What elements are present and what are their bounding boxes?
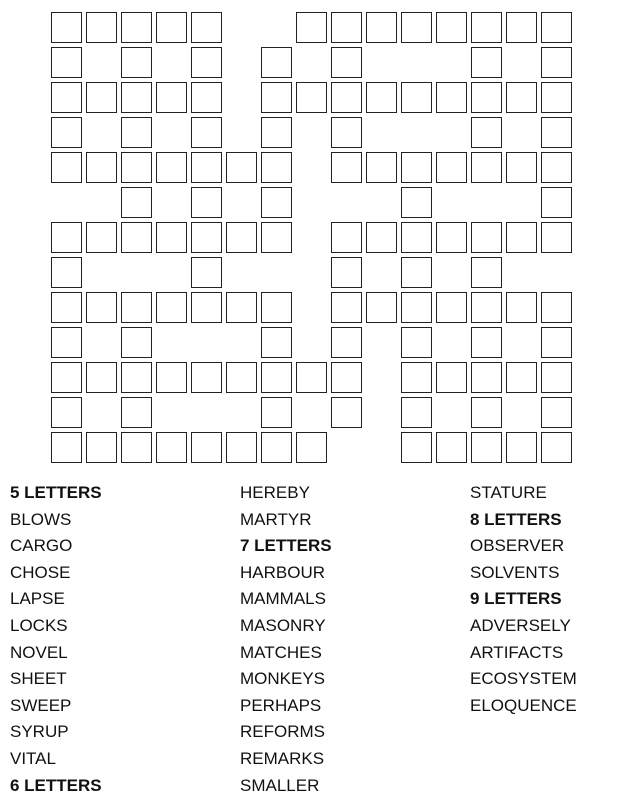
word-entry: ELOQUENCE bbox=[470, 695, 577, 715]
grid-cell[interactable] bbox=[366, 152, 397, 183]
grid-cell[interactable] bbox=[331, 117, 362, 148]
grid-cell[interactable] bbox=[471, 47, 502, 78]
grid-cell[interactable] bbox=[401, 432, 432, 463]
grid-cell[interactable] bbox=[436, 152, 467, 183]
grid-cell[interactable] bbox=[121, 397, 152, 428]
grid-cell[interactable] bbox=[191, 222, 222, 253]
grid-cell[interactable] bbox=[506, 222, 537, 253]
grid-cell[interactable] bbox=[506, 432, 537, 463]
grid-cell[interactable] bbox=[191, 152, 222, 183]
word-entry: MASONRY bbox=[240, 615, 326, 635]
grid-cell[interactable] bbox=[156, 82, 187, 113]
grid-cell[interactable] bbox=[331, 82, 362, 113]
grid-cell[interactable] bbox=[191, 47, 222, 78]
grid-cell[interactable] bbox=[51, 222, 82, 253]
word-entry: CARGO bbox=[10, 536, 73, 556]
grid-cell[interactable] bbox=[156, 222, 187, 253]
grid-cell[interactable] bbox=[541, 12, 572, 43]
grid-cell[interactable] bbox=[541, 362, 572, 393]
grid-cell[interactable] bbox=[86, 152, 117, 183]
grid-cell[interactable] bbox=[401, 257, 432, 288]
grid-cell[interactable] bbox=[541, 152, 572, 183]
word-entry: STATURE bbox=[470, 483, 547, 502]
grid-cell[interactable] bbox=[331, 12, 362, 43]
word-entry: MARTYR bbox=[240, 509, 312, 529]
grid-cell[interactable] bbox=[226, 152, 257, 183]
grid-cell[interactable] bbox=[156, 292, 187, 323]
grid-cell[interactable] bbox=[261, 362, 292, 393]
grid-cell[interactable] bbox=[401, 327, 432, 358]
grid-cell[interactable] bbox=[51, 292, 82, 323]
grid-cell[interactable] bbox=[331, 47, 362, 78]
grid-cell[interactable] bbox=[471, 432, 502, 463]
word-entry: SWEEP bbox=[10, 695, 72, 715]
grid-cell[interactable] bbox=[51, 327, 82, 358]
grid-cell[interactable] bbox=[471, 397, 502, 428]
grid-cell[interactable] bbox=[226, 292, 257, 323]
grid-cell[interactable] bbox=[401, 397, 432, 428]
grid-cell[interactable] bbox=[366, 82, 397, 113]
grid-cell[interactable] bbox=[436, 12, 467, 43]
grid-cell[interactable] bbox=[471, 12, 502, 43]
length-heading: 8 LETTERS bbox=[470, 509, 562, 529]
word-entry: HARBOUR bbox=[240, 562, 326, 582]
grid-cell[interactable] bbox=[296, 432, 327, 463]
word-entry: ARTIFACTS bbox=[470, 642, 564, 662]
word-column-2 bbox=[240, 480, 332, 799]
grid-cell[interactable] bbox=[331, 152, 362, 183]
grid-cell[interactable] bbox=[401, 292, 432, 323]
grid-cell[interactable] bbox=[261, 222, 292, 253]
grid-cell[interactable] bbox=[51, 117, 82, 148]
grid-cell[interactable] bbox=[51, 257, 82, 288]
length-heading: 5 LETTERS bbox=[10, 483, 102, 502]
grid-cell[interactable] bbox=[541, 82, 572, 113]
grid-cell[interactable] bbox=[401, 222, 432, 253]
grid-cell[interactable] bbox=[261, 152, 292, 183]
grid-cell[interactable] bbox=[261, 327, 292, 358]
word-entry: HEREBY bbox=[240, 483, 310, 502]
grid-cell[interactable] bbox=[471, 362, 502, 393]
word-entry: MAMMALS bbox=[240, 589, 326, 609]
grid-cell[interactable] bbox=[51, 12, 82, 43]
grid-cell[interactable] bbox=[261, 187, 292, 218]
grid-cell[interactable] bbox=[121, 152, 152, 183]
word-entry: SHEET bbox=[10, 669, 67, 689]
grid-cell[interactable] bbox=[471, 222, 502, 253]
word-entry: PERHAPS bbox=[240, 695, 322, 715]
grid-cell[interactable] bbox=[51, 47, 82, 78]
grid-cell[interactable] bbox=[366, 292, 397, 323]
word-list bbox=[0, 480, 622, 812]
grid-cell[interactable] bbox=[506, 82, 537, 113]
grid-cell[interactable] bbox=[471, 292, 502, 323]
word-entry: REMARKS bbox=[240, 748, 325, 768]
grid-cell[interactable] bbox=[436, 292, 467, 323]
grid-cell[interactable] bbox=[331, 222, 362, 253]
grid-cell[interactable] bbox=[156, 432, 187, 463]
word-entry: SYRUP bbox=[10, 722, 69, 742]
grid-cell[interactable] bbox=[51, 397, 82, 428]
grid-cell[interactable] bbox=[471, 82, 502, 113]
grid-cell[interactable] bbox=[541, 327, 572, 358]
grid-cell[interactable] bbox=[121, 222, 152, 253]
grid-cell[interactable] bbox=[226, 362, 257, 393]
grid-cell[interactable] bbox=[471, 152, 502, 183]
word-entry: LOCKS bbox=[10, 615, 68, 635]
grid-cell[interactable] bbox=[541, 432, 572, 463]
grid-cell[interactable] bbox=[541, 292, 572, 323]
grid-cell[interactable] bbox=[226, 432, 257, 463]
grid-cell[interactable] bbox=[436, 362, 467, 393]
grid-cell[interactable] bbox=[86, 432, 117, 463]
word-entry: ECOSYSTEM bbox=[470, 669, 577, 689]
word-entry: REFORMS bbox=[240, 722, 325, 742]
grid-cell[interactable] bbox=[366, 222, 397, 253]
grid-cell[interactable] bbox=[506, 362, 537, 393]
word-entry: ADVERSELY bbox=[470, 615, 571, 635]
grid-cell[interactable] bbox=[121, 187, 152, 218]
grid-cell[interactable] bbox=[191, 12, 222, 43]
word-column-1 bbox=[10, 480, 102, 799]
grid-cell[interactable] bbox=[331, 292, 362, 323]
grid-cell[interactable] bbox=[121, 432, 152, 463]
grid-cell[interactable] bbox=[51, 432, 82, 463]
word-entry: MATCHES bbox=[240, 642, 322, 662]
grid-cell[interactable] bbox=[471, 327, 502, 358]
grid-cell[interactable] bbox=[506, 152, 537, 183]
grid-cell[interactable] bbox=[261, 47, 292, 78]
length-heading: 7 LETTERS bbox=[240, 536, 332, 556]
grid-cell[interactable] bbox=[401, 152, 432, 183]
grid-cell[interactable] bbox=[261, 292, 292, 323]
grid-cell[interactable] bbox=[261, 117, 292, 148]
grid-cell[interactable] bbox=[331, 362, 362, 393]
word-entry: SMALLER bbox=[240, 775, 320, 795]
word-entry: OBSERVER bbox=[470, 536, 565, 556]
word-entry: VITAL bbox=[10, 748, 56, 768]
word-column-3 bbox=[470, 480, 577, 719]
grid-cell[interactable] bbox=[86, 292, 117, 323]
grid-cell[interactable] bbox=[296, 362, 327, 393]
grid-cell[interactable] bbox=[191, 187, 222, 218]
grid-cell[interactable] bbox=[541, 222, 572, 253]
word-entry: SOLVENTS bbox=[470, 562, 560, 582]
grid-cell[interactable] bbox=[191, 257, 222, 288]
grid-cell[interactable] bbox=[121, 117, 152, 148]
word-entry: BLOWS bbox=[10, 509, 72, 529]
grid-cell[interactable] bbox=[331, 397, 362, 428]
grid-cell[interactable] bbox=[121, 82, 152, 113]
grid-cell[interactable] bbox=[191, 432, 222, 463]
grid-cell[interactable] bbox=[261, 397, 292, 428]
grid-cell[interactable] bbox=[436, 82, 467, 113]
word-entry: NOVEL bbox=[10, 642, 68, 662]
grid-cell[interactable] bbox=[86, 12, 117, 43]
grid-cell[interactable] bbox=[261, 82, 292, 113]
grid-cell[interactable] bbox=[331, 257, 362, 288]
grid-cell[interactable] bbox=[401, 362, 432, 393]
grid-cell[interactable] bbox=[541, 117, 572, 148]
grid-cell[interactable] bbox=[121, 362, 152, 393]
grid-cell[interactable] bbox=[121, 327, 152, 358]
word-entry: LAPSE bbox=[10, 589, 65, 609]
grid-cell[interactable] bbox=[506, 292, 537, 323]
grid-cell[interactable] bbox=[51, 152, 82, 183]
grid-cell[interactable] bbox=[296, 82, 327, 113]
grid-cell[interactable] bbox=[51, 362, 82, 393]
grid-cell[interactable] bbox=[436, 222, 467, 253]
word-entry: MONKEYS bbox=[240, 669, 326, 689]
word-entry: CHOSE bbox=[10, 562, 71, 582]
grid-cell[interactable] bbox=[121, 47, 152, 78]
grid-cell[interactable] bbox=[86, 362, 117, 393]
grid-cell[interactable] bbox=[191, 362, 222, 393]
grid-cell[interactable] bbox=[541, 47, 572, 78]
grid-cell[interactable] bbox=[191, 117, 222, 148]
grid-cell[interactable] bbox=[506, 12, 537, 43]
grid-cell[interactable] bbox=[156, 152, 187, 183]
grid-cell[interactable] bbox=[261, 432, 292, 463]
grid-cell[interactable] bbox=[121, 292, 152, 323]
grid-cell[interactable] bbox=[471, 117, 502, 148]
grid-cell[interactable] bbox=[191, 82, 222, 113]
grid-cell[interactable] bbox=[541, 397, 572, 428]
grid-cell[interactable] bbox=[471, 257, 502, 288]
grid-cell[interactable] bbox=[331, 327, 362, 358]
length-heading: 9 LETTERS bbox=[470, 589, 562, 609]
grid-cell[interactable] bbox=[541, 187, 572, 218]
grid-cell[interactable] bbox=[51, 82, 82, 113]
grid-cell[interactable] bbox=[226, 222, 257, 253]
grid-cell[interactable] bbox=[296, 12, 327, 43]
grid-cell[interactable] bbox=[366, 12, 397, 43]
grid-cell[interactable] bbox=[156, 12, 187, 43]
grid-cell[interactable] bbox=[191, 292, 222, 323]
grid-cell[interactable] bbox=[401, 187, 432, 218]
grid-cell[interactable] bbox=[86, 222, 117, 253]
grid-cell[interactable] bbox=[121, 12, 152, 43]
grid-cell[interactable] bbox=[401, 82, 432, 113]
grid-cell[interactable] bbox=[156, 362, 187, 393]
length-heading: 6 LETTERS bbox=[10, 775, 102, 795]
grid-cell[interactable] bbox=[401, 12, 432, 43]
grid-cell[interactable] bbox=[86, 82, 117, 113]
grid-cell[interactable] bbox=[436, 432, 467, 463]
